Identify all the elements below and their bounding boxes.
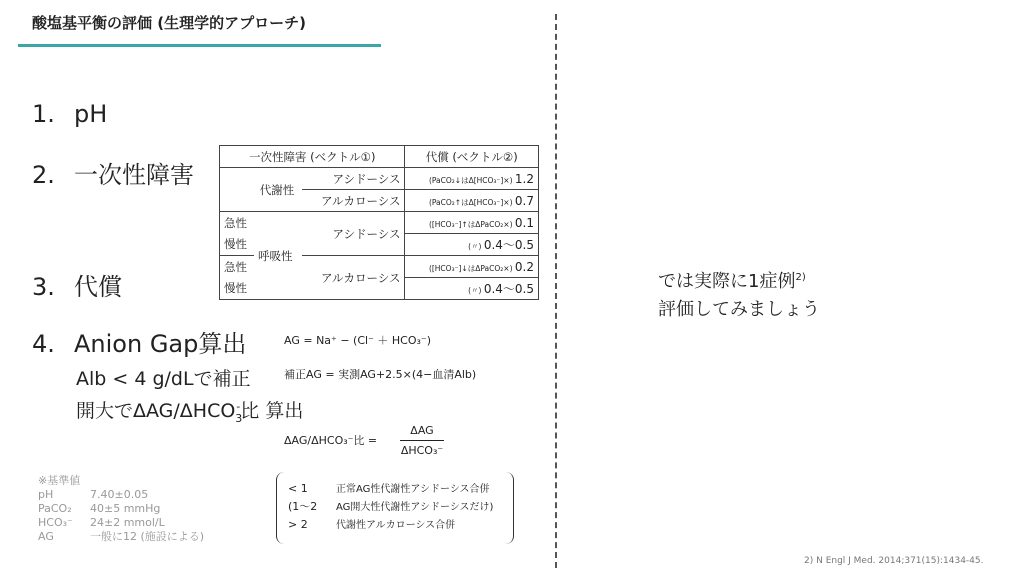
reference-values <box>38 474 204 544</box>
interpretation-key: > 2 <box>288 518 308 531</box>
interpretation-list <box>288 480 493 534</box>
albumin-correction-line: Alb < 4 g/dLで補正 <box>76 368 251 390</box>
ratio-line <box>76 396 303 425</box>
comp-value: 1.2 <box>514 171 534 186</box>
comp-cell <box>405 212 539 234</box>
case-intro-line2: 評価してみましょう <box>658 299 820 320</box>
comp-value: 0.1 <box>514 215 534 230</box>
reference-value: 7.40±0.05 <box>90 488 149 501</box>
header-compensation: 代償 (ベクトル②) <box>405 146 539 168</box>
case-intro-text <box>658 264 820 324</box>
interpretation-key: (1〜2 <box>288 500 318 513</box>
ratio-formula-lhs: ΔAG/ΔHCO₃⁻比 = <box>284 434 378 447</box>
comp-value: 0.4〜0.5 <box>483 282 534 296</box>
alkalosis-label: アルカローシス <box>302 256 405 300</box>
ratio-line-sub: 3 <box>235 411 243 425</box>
reference-value: 40±5 mmHg <box>90 502 161 515</box>
reference-row <box>38 488 204 502</box>
citation-marker: 2) <box>795 272 806 283</box>
dashed-divider <box>555 14 557 568</box>
header-primary-disorder: 一次性障害 (ベクトル①) <box>220 146 405 168</box>
vector-table <box>219 145 539 300</box>
item-ph <box>32 100 107 128</box>
comp-cell <box>405 278 539 300</box>
table-header-row <box>220 146 539 168</box>
interpretation-key: < 1 <box>288 482 308 495</box>
item-compensation <box>32 267 122 302</box>
ratio-line-post: 比 算出 <box>240 400 304 422</box>
comp-note: ([HCO₃⁻]↑はΔPaCO₂×) <box>428 219 513 229</box>
table-row <box>220 212 539 234</box>
comp-cell <box>405 190 539 212</box>
chronic-label: 慢性 <box>220 278 255 300</box>
acidosis-label: アシドーシス <box>302 168 405 190</box>
fraction-denominator: ΔHCO₃⁻ <box>400 444 444 457</box>
interpretation-row <box>288 498 493 516</box>
interpretation-row <box>288 516 493 534</box>
comp-note: (PaCO₂↓はΔ[HCO₃⁻]×) <box>428 175 513 185</box>
reference-label: AG <box>38 530 54 543</box>
acute-label: 急性 <box>220 212 255 234</box>
reference-label: pH <box>38 488 54 501</box>
comp-value: 0.7 <box>514 193 534 208</box>
reference-value: 一般に12 (施設による) <box>90 530 205 543</box>
interpretation-row <box>288 480 493 498</box>
reference-row <box>38 502 204 516</box>
reference-value: 24±2 mmol/L <box>90 516 165 529</box>
comp-value: 0.2 <box>514 259 534 274</box>
comp-note: (〃) <box>468 286 482 295</box>
comp-value: 0.4〜0.5 <box>483 238 534 252</box>
table-row <box>220 168 539 190</box>
metabolic-label: 代謝性 <box>220 168 303 212</box>
respiratory-label: 呼吸性 <box>254 212 302 300</box>
item-label: pH <box>74 100 108 128</box>
reference-heading: ※基準値 <box>38 474 81 487</box>
ag-formula: AG = Na⁺ − (Cl⁻ ＋ HCO₃⁻) <box>284 334 431 347</box>
item-number: 1. <box>32 100 55 128</box>
ratio-fraction <box>400 424 444 457</box>
comp-note: (PaCO₂↑はΔ[HCO₃⁻]×) <box>428 197 513 207</box>
acidosis-label: アシドーシス <box>302 212 405 256</box>
reference-row <box>38 516 204 530</box>
reference-row <box>38 530 204 544</box>
comp-cell <box>405 234 539 256</box>
citation: 2) N Engl J Med. 2014;371(15):1434-45. <box>804 556 984 566</box>
fraction-bar <box>400 440 444 441</box>
item-number: 3. <box>32 273 55 301</box>
acute-label: 急性 <box>220 256 255 278</box>
item-label: Anion Gap算出 <box>74 330 247 358</box>
comp-note: (〃) <box>468 242 482 251</box>
item-number: 2. <box>32 161 55 189</box>
item-number: 4. <box>32 330 55 358</box>
item-label: 一次性障害 <box>74 161 194 189</box>
chronic-label: 慢性 <box>220 234 255 256</box>
case-intro-line1 <box>658 264 820 296</box>
fraction-numerator: ΔAG <box>410 424 434 437</box>
interpretation-text: 正常AG性代謝性アシドーシス合併 <box>336 484 490 495</box>
alkalosis-label: アルカローシス <box>302 190 405 212</box>
item-primary-disorder <box>32 155 194 190</box>
comp-cell <box>405 168 539 190</box>
interpretation-text: AG開大性代謝性アシドーシスだけ) <box>336 502 494 513</box>
comp-note: ([HCO₃⁻]↓はΔPaCO₂×) <box>428 263 513 273</box>
item-anion-gap <box>32 324 246 359</box>
item-label: 代償 <box>74 273 122 301</box>
reference-label: PaCO₂ <box>38 502 72 515</box>
corrected-ag-formula: 補正AG = 実測AG+2.5×(4−血清Alb) <box>284 368 477 381</box>
comp-cell <box>405 256 539 278</box>
reference-label: HCO₃⁻ <box>38 516 73 529</box>
title-underline <box>18 44 381 47</box>
slide-title: 酸塩基平衡の評価 (生理学的アプローチ) <box>32 14 306 32</box>
interpretation-text: 代謝性アルカローシス合併 <box>336 520 456 531</box>
ratio-line-pre: 開大でΔAG/ΔHCO <box>76 400 236 422</box>
case-intro-line1-text: では実際に1症例 <box>658 271 796 292</box>
ratio-line-sup: - <box>236 399 241 413</box>
